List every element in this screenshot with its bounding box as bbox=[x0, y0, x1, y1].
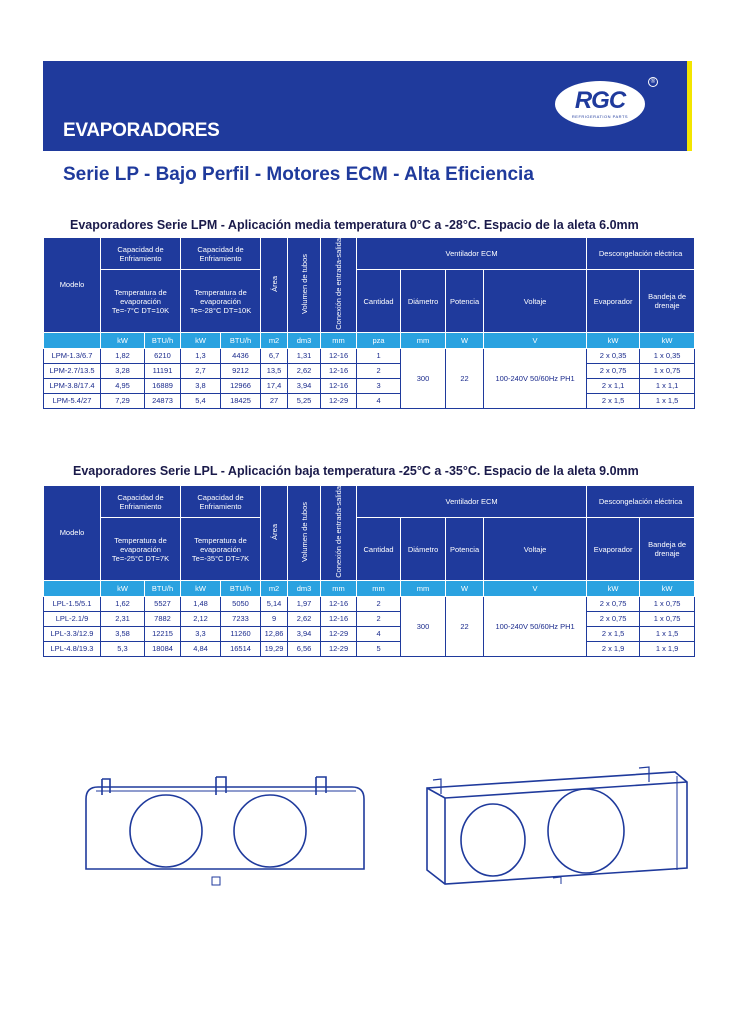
cell-diametro: 300 bbox=[401, 596, 446, 656]
table-row bbox=[44, 596, 695, 611]
header-ventilador: Ventilador ECM bbox=[357, 486, 587, 518]
unit-cell: mm bbox=[401, 580, 446, 596]
rgc-logo bbox=[555, 81, 645, 127]
cell: 2,62 bbox=[288, 611, 321, 626]
cell: 5527 bbox=[145, 596, 181, 611]
cell: 5,25 bbox=[288, 393, 321, 408]
cell: 1,31 bbox=[288, 348, 321, 363]
unit-cell: V bbox=[484, 580, 587, 596]
cell: 5 bbox=[357, 641, 401, 656]
unit-cell: m2 bbox=[261, 332, 288, 348]
header-capacidad-2: Capacidad de Enfriamiento bbox=[181, 486, 261, 518]
table-row bbox=[44, 393, 695, 408]
unit-cell: pza bbox=[357, 332, 401, 348]
cell: 2 bbox=[357, 363, 401, 378]
cell: 17,4 bbox=[261, 378, 288, 393]
table-row bbox=[44, 363, 695, 378]
cell: 1 x 0,75 bbox=[640, 363, 695, 378]
unit-cell: kW bbox=[587, 332, 640, 348]
cell: 12-29 bbox=[321, 626, 357, 641]
cell-modelo: LPL-2.1/9 bbox=[44, 611, 101, 626]
cell: 2 bbox=[357, 596, 401, 611]
table-row bbox=[44, 378, 695, 393]
header-diametro: Diámetro bbox=[401, 270, 446, 332]
header-conexion: Conexión de entrada-salida bbox=[321, 238, 357, 333]
header-capacidad-1: Capacidad de Enfriamiento bbox=[101, 238, 181, 270]
unit-cell: dm3 bbox=[288, 580, 321, 596]
cell: 1 x 0,35 bbox=[640, 348, 695, 363]
cell-potencia: 22 bbox=[446, 348, 484, 408]
unit-cell: kW bbox=[587, 580, 640, 596]
cell: 12215 bbox=[145, 626, 181, 641]
cell: 1 x 1,1 bbox=[640, 378, 695, 393]
header-voltaje: Voltaje bbox=[484, 270, 587, 332]
cell-modelo: LPL-1.5/5.1 bbox=[44, 596, 101, 611]
table-row bbox=[44, 626, 695, 641]
header-title: EVAPORADORES bbox=[63, 120, 220, 141]
unit-cell: W bbox=[446, 332, 484, 348]
cell-modelo: LPM-2.7/13.5 bbox=[44, 363, 101, 378]
header-modelo: Modelo bbox=[44, 486, 101, 581]
logo-subtitle: REFRIGERATION PARTS bbox=[571, 114, 629, 119]
header-bandeja: Bandeja de drenaje bbox=[640, 270, 695, 332]
unit-cell: BTU/h bbox=[221, 580, 261, 596]
unit-cell: mm bbox=[321, 580, 357, 596]
cell: 4,95 bbox=[101, 378, 145, 393]
header-potencia: Potencia bbox=[446, 518, 484, 580]
cell-diametro: 300 bbox=[401, 348, 446, 408]
cell: 7233 bbox=[221, 611, 261, 626]
cell: 6210 bbox=[145, 348, 181, 363]
cell: 18084 bbox=[145, 641, 181, 656]
table-row bbox=[44, 348, 695, 363]
header-ventilador: Ventilador ECM bbox=[357, 238, 587, 270]
unit-cell: kW bbox=[101, 332, 145, 348]
cell: 2 x 1,1 bbox=[587, 378, 640, 393]
unit-cell: kW bbox=[640, 332, 695, 348]
cell: 11191 bbox=[145, 363, 181, 378]
series-title: Serie LP - Bajo Perfil - Motores ECM - Alta Eficiencia bbox=[63, 164, 534, 185]
header-capacidad-2: Capacidad de Enfriamiento bbox=[181, 238, 261, 270]
cell: 24873 bbox=[145, 393, 181, 408]
unit-cell: W bbox=[446, 580, 484, 596]
unit-cell: mm bbox=[401, 332, 446, 348]
cell: 2,12 bbox=[181, 611, 221, 626]
cell: 6,7 bbox=[261, 348, 288, 363]
cell: 3,28 bbox=[101, 363, 145, 378]
cell: 11260 bbox=[221, 626, 261, 641]
lpl-table-title: Evaporadores Serie LPL - Aplicación baja temperatura -25°C a -35°C. Espacio de la aleta 9.0mm bbox=[73, 464, 639, 478]
cell: 18425 bbox=[221, 393, 261, 408]
cell: 1,82 bbox=[101, 348, 145, 363]
cell: 4 bbox=[357, 393, 401, 408]
cell-voltaje: 100-240V 50/60Hz PH1 bbox=[484, 596, 587, 656]
cell: 5050 bbox=[221, 596, 261, 611]
cell: 1 x 0,75 bbox=[640, 611, 695, 626]
unit-cell: mm bbox=[357, 580, 401, 596]
unit-cell: kW bbox=[101, 580, 145, 596]
header-capacidad-1: Capacidad de Enfriamiento bbox=[101, 486, 181, 518]
cell: 12-16 bbox=[321, 611, 357, 626]
cell: 2,7 bbox=[181, 363, 221, 378]
cell: 19,29 bbox=[261, 641, 288, 656]
cell: 1,97 bbox=[288, 596, 321, 611]
cell: 1,48 bbox=[181, 596, 221, 611]
header-accent-bar bbox=[687, 61, 692, 151]
cell: 12-16 bbox=[321, 378, 357, 393]
cell: 7,29 bbox=[101, 393, 145, 408]
unit-cell: kW bbox=[640, 580, 695, 596]
cell: 9212 bbox=[221, 363, 261, 378]
evaporator-perspective-drawing bbox=[405, 760, 705, 900]
cell: 12966 bbox=[221, 378, 261, 393]
cell: 13,5 bbox=[261, 363, 288, 378]
unit-cell: m2 bbox=[261, 580, 288, 596]
header-descongelacion: Descongelación eléctrica bbox=[587, 486, 695, 518]
unit-cell: BTU/h bbox=[145, 580, 181, 596]
cell: 16514 bbox=[221, 641, 261, 656]
header-banner bbox=[43, 61, 687, 151]
cell: 1 x 1,5 bbox=[640, 626, 695, 641]
cell: 2 x 0,75 bbox=[587, 611, 640, 626]
header-potencia: Potencia bbox=[446, 270, 484, 332]
lpm-table-title: Evaporadores Serie LPM - Aplicación media temperatura 0°C a -28°C. Espacio de la aleta 6.0mm bbox=[70, 218, 639, 232]
unit-cell: BTU/h bbox=[145, 332, 181, 348]
cell: 12,86 bbox=[261, 626, 288, 641]
cell: 2,62 bbox=[288, 363, 321, 378]
header-temperatura-1: Temperatura de evaporación Te=-7°C DT=10K bbox=[101, 270, 181, 332]
unit-cell: mm bbox=[321, 332, 357, 348]
cell: 6,56 bbox=[288, 641, 321, 656]
cell: 9 bbox=[261, 611, 288, 626]
cell: 2 bbox=[357, 611, 401, 626]
cell-potencia: 22 bbox=[446, 596, 484, 656]
cell: 2 x 1,9 bbox=[587, 641, 640, 656]
cell: 5,14 bbox=[261, 596, 288, 611]
cell-modelo: LPL-4.8/19.3 bbox=[44, 641, 101, 656]
cell: 4 bbox=[357, 626, 401, 641]
header-diametro: Diámetro bbox=[401, 518, 446, 580]
cell: 2 x 1,5 bbox=[587, 626, 640, 641]
cell: 12-16 bbox=[321, 596, 357, 611]
cell: 16889 bbox=[145, 378, 181, 393]
unit-cell: kW bbox=[181, 332, 221, 348]
cell-modelo: LPM-3.8/17.4 bbox=[44, 378, 101, 393]
unit-cell: V bbox=[484, 332, 587, 348]
cell: 3,94 bbox=[288, 378, 321, 393]
header-cantidad: Cantidad bbox=[357, 518, 401, 580]
cell: 7882 bbox=[145, 611, 181, 626]
cell: 4436 bbox=[221, 348, 261, 363]
header-evaporador: Evaporador bbox=[587, 270, 640, 332]
lpl-table bbox=[43, 485, 695, 657]
unit-cell: BTU/h bbox=[221, 332, 261, 348]
cell: 27 bbox=[261, 393, 288, 408]
cell: 1,62 bbox=[101, 596, 145, 611]
cell-modelo: LPM-5.4/27 bbox=[44, 393, 101, 408]
header-bandeja: Bandeja de drenaje bbox=[640, 518, 695, 580]
header-cantidad: Cantidad bbox=[357, 270, 401, 332]
cell: 3,8 bbox=[181, 378, 221, 393]
cell: 2 x 0,75 bbox=[587, 596, 640, 611]
header-area: Área bbox=[261, 486, 288, 581]
cell: 3 bbox=[357, 378, 401, 393]
header-temperatura-2: Temperatura de evaporación Te=-35°C DT=7K bbox=[181, 518, 261, 580]
header-temperatura-1: Temperatura de evaporación Te=-25°C DT=7K bbox=[101, 518, 181, 580]
cell: 1,3 bbox=[181, 348, 221, 363]
cell-voltaje: 100-240V 50/60Hz PH1 bbox=[484, 348, 587, 408]
unit-cell: kW bbox=[181, 580, 221, 596]
cell: 2 x 1,5 bbox=[587, 393, 640, 408]
header-area: Área bbox=[261, 238, 288, 333]
lpm-table bbox=[43, 237, 695, 409]
cell: 3,3 bbox=[181, 626, 221, 641]
cell-modelo: LPL-3.3/12.9 bbox=[44, 626, 101, 641]
header-volumen: Volumen de tubos bbox=[288, 238, 321, 333]
logo-text: RGC bbox=[574, 87, 626, 114]
header-voltaje: Voltaje bbox=[484, 518, 587, 580]
cell: 2 x 0,75 bbox=[587, 363, 640, 378]
cell-modelo: LPM-1.3/6.7 bbox=[44, 348, 101, 363]
cell: 1 x 0,75 bbox=[640, 596, 695, 611]
cell: 2 x 0,35 bbox=[587, 348, 640, 363]
cell: 1 bbox=[357, 348, 401, 363]
cell: 5,3 bbox=[101, 641, 145, 656]
evaporator-front-view-drawing bbox=[80, 765, 370, 895]
cell: 2,31 bbox=[101, 611, 145, 626]
cell: 4,84 bbox=[181, 641, 221, 656]
cell: 12-16 bbox=[321, 348, 357, 363]
cell: 12-29 bbox=[321, 641, 357, 656]
header-descongelacion: Descongelación eléctrica bbox=[587, 238, 695, 270]
table-row bbox=[44, 641, 695, 656]
header-modelo: Modelo bbox=[44, 238, 101, 333]
header-temperatura-2: Temperatura de evaporación Te=-28°C DT=10K bbox=[181, 270, 261, 332]
cell: 3,58 bbox=[101, 626, 145, 641]
header-conexion: Conexión de entrada-salida bbox=[321, 486, 357, 581]
cell: 12-16 bbox=[321, 363, 357, 378]
unit-cell: dm3 bbox=[288, 332, 321, 348]
cell: 1 x 1,9 bbox=[640, 641, 695, 656]
table-row bbox=[44, 611, 695, 626]
cell: 1 x 1,5 bbox=[640, 393, 695, 408]
registered-mark: ® bbox=[648, 77, 658, 87]
cell: 12-29 bbox=[321, 393, 357, 408]
cell: 5,4 bbox=[181, 393, 221, 408]
header-evaporador: Evaporador bbox=[587, 518, 640, 580]
cell: 3,94 bbox=[288, 626, 321, 641]
header-volumen: Volumen de tubos bbox=[288, 486, 321, 581]
